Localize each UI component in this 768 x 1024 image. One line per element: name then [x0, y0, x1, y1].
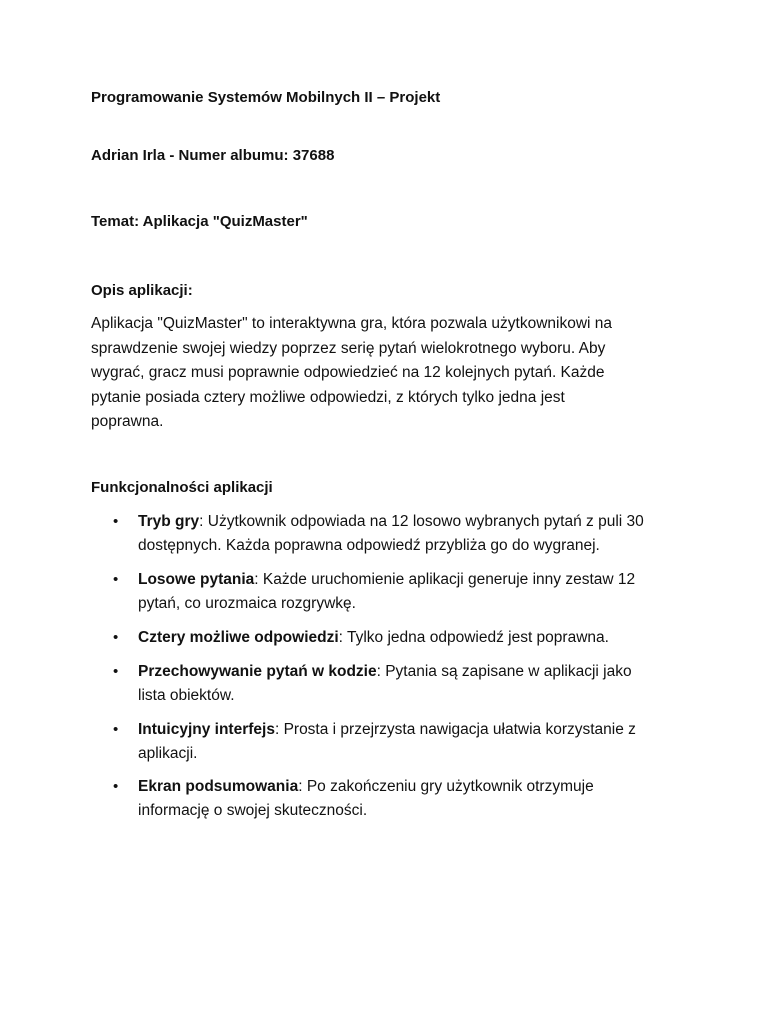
bullet: •	[113, 721, 119, 738]
feature-term: Cztery możliwe odpowiedzi	[138, 629, 339, 646]
feature-description-continued: aplikacji.	[138, 745, 198, 762]
description-line: Aplikacja "QuizMaster" to interaktywna gra, która pozwala użytkownikowi na	[91, 315, 613, 332]
feature-description-continued: lista obiektów.	[138, 687, 235, 704]
author-line: Adrian Irla - Numer albumu: 37688	[91, 147, 335, 164]
bullet: •	[113, 663, 119, 680]
feature-description: : Użytkownik odpowiada na 12 losowo wybranych pytań z puli 30	[199, 513, 644, 530]
description-line: poprawna.	[91, 413, 164, 430]
description-paragraph	[91, 312, 681, 435]
feature-description-continued: informację o swojej skuteczności.	[138, 802, 368, 819]
feature-description-continued: dostępnych. Każda poprawna odpowiedź przybliża go do wygranej.	[138, 537, 600, 554]
feature-description: : Każde uruchomienie aplikacji generuje inny zestaw 12	[254, 571, 636, 588]
bullet: •	[113, 513, 119, 530]
features-heading: Funkcjonalności aplikacji	[91, 479, 273, 496]
feature-description-continued: pytań, co urozmaica rozgrywkę.	[138, 595, 356, 612]
feature-term: Intuicyjny interfejs	[138, 721, 275, 738]
description-line: pytanie posiada cztery możliwe odpowiedzi, z których tylko jedna jest	[91, 388, 565, 406]
feature-term: Ekran podsumowania	[138, 778, 299, 795]
description-line: sprawdzenie swojej wiedzy poprzez serię pytań wielokrotnego wyboru. Aby	[91, 339, 606, 357]
bullet: •	[113, 778, 119, 795]
feature-description: : Prosta i przejrzysta nawigacja ułatwia korzystanie z	[274, 721, 636, 738]
feature-term: Losowe pytania	[138, 571, 255, 588]
feature-description: : Pytania są zapisane w aplikacji jako	[376, 663, 632, 680]
description-line: wygrać, gracz musi poprawnie odpowiedzieć na 12 kolejnych pytań. Każde	[91, 364, 605, 381]
feature-description: : Tylko jedna odpowiedź jest poprawna.	[338, 629, 609, 646]
feature-term: Przechowywanie pytań w kodzie	[138, 663, 377, 680]
feature-description: : Po zakończeniu gry użytkownik otrzymuje	[298, 778, 594, 795]
feature-term: Tryb gry	[138, 513, 200, 530]
topic-line: Temat: Aplikacja "QuizMaster"	[91, 213, 308, 230]
bullet: •	[113, 629, 119, 646]
course-title: Programowanie Systemów Mobilnych II – Projekt	[91, 89, 441, 106]
bullet: •	[113, 571, 119, 588]
description-heading: Opis aplikacji:	[91, 282, 193, 299]
